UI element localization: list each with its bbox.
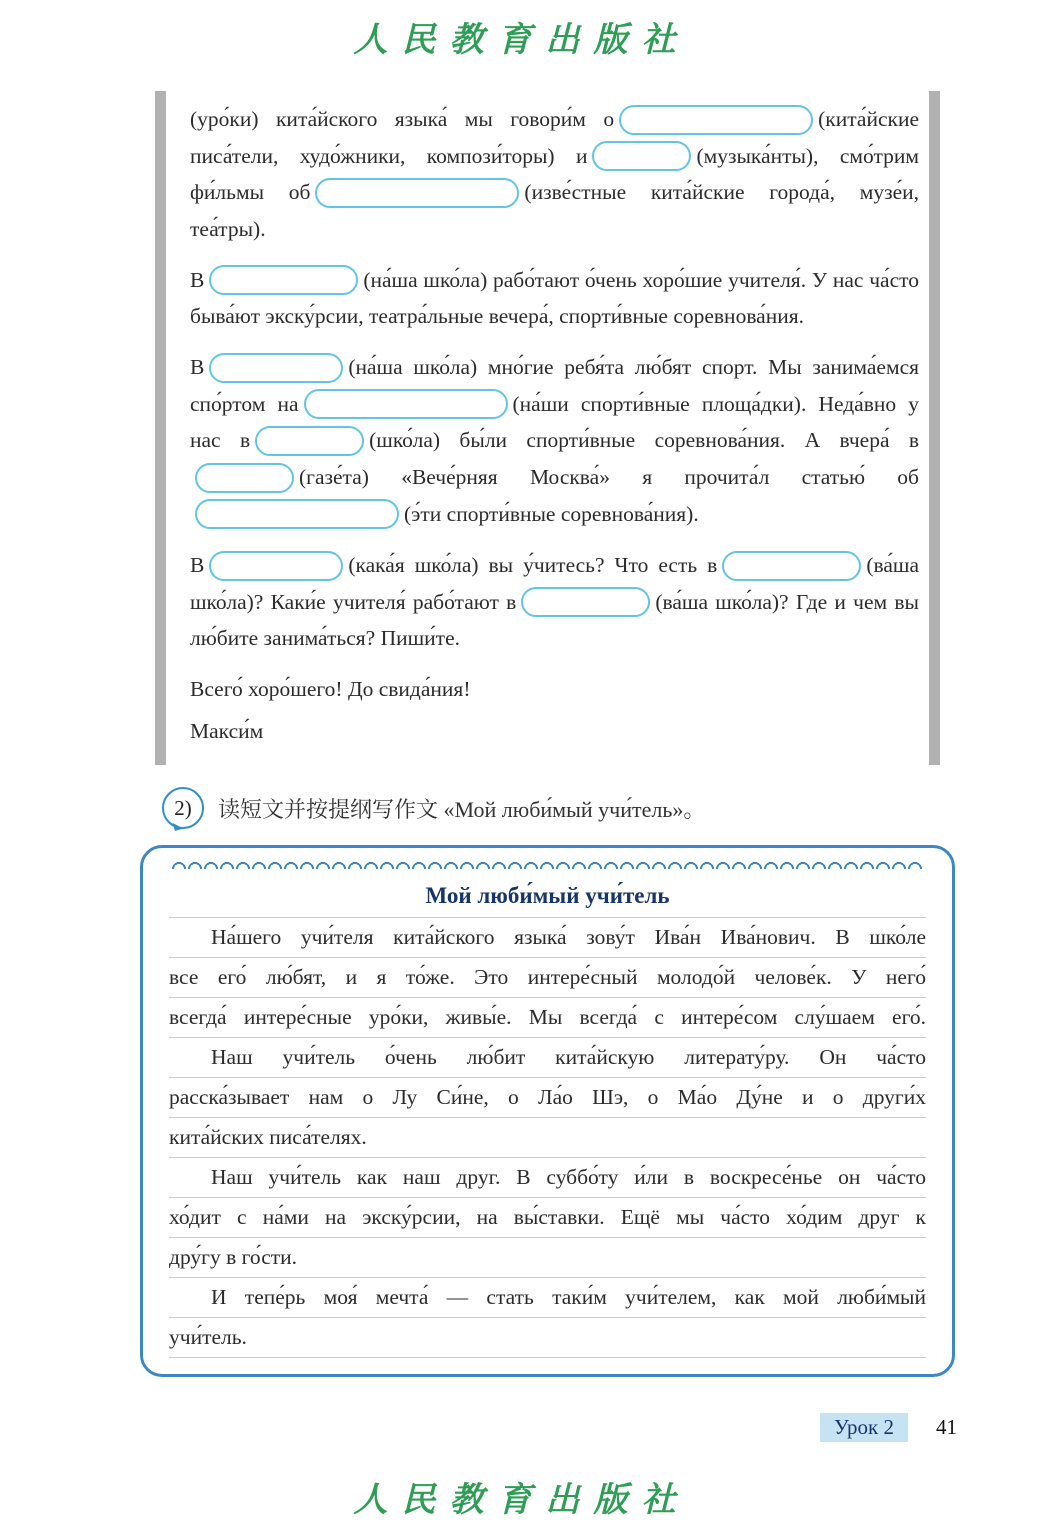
essay-line: дру́гу в го́сти. <box>169 1238 926 1278</box>
exercise-paragraph <box>190 262 919 335</box>
fill-in-blank[interactable] <box>209 353 343 383</box>
exercise-text: (на́ша шко́ла) рабо́тают о́чень хоро́шие учителя́. У нас ча́сто быва́ют экску́рсии, театра́льные вечера́, спорти́вные соревнова́ния. <box>190 267 919 329</box>
exercise-text: В <box>190 355 205 380</box>
essay-line: И тепе́рь моя́ мечта́ — стать таки́м учи́телем, как мой люби́мый <box>169 1278 926 1318</box>
essay-line: Наш учи́тель о́чень лю́бит кита́йскую литерату́ру. Он ча́сто <box>169 1038 926 1078</box>
essay-line: всегда́ интере́сные уро́ки, живы́е. Мы всегда́ с интере́сом слу́шаем его́. <box>169 998 926 1038</box>
exercise-text: (ва́ша шко́ла)? Где и чем вы лю́бите занима́ться? Пиши́те. <box>190 589 919 651</box>
lesson-badge: Урок 2 <box>820 1413 908 1442</box>
essay-line: учи́тель. <box>169 1318 926 1358</box>
exercise-text: (музыка́нты), смо́трим фи́льмы об <box>190 143 919 205</box>
exercise-text: (на́ши спорти́вные площа́дки). Неда́вно у нас в <box>190 391 920 453</box>
fill-in-blank[interactable] <box>195 463 294 493</box>
exercise-text: Макси́м <box>190 719 264 744</box>
essay-title: Мой люби́мый учи́тель <box>169 875 926 918</box>
exercise-text: (газе́та) «Вече́рняя Москва́» я прочита́л статью́ об <box>299 464 919 489</box>
exercise-text: (э́ти спорти́вные соревнова́ния). <box>404 501 699 526</box>
fill-in-blank[interactable] <box>521 587 650 617</box>
exercise-text: (ва́ша шко́ла)? Каки́е учителя́ рабо́тают в <box>190 553 919 614</box>
exercise-paragraph <box>190 349 919 532</box>
exercise-text: (шко́ла) бы́ли спорти́вные соревнова́ния. А вчера́ в <box>369 428 919 453</box>
essay-box <box>140 845 955 1377</box>
exercise-continuation-block <box>155 91 940 765</box>
exercise-text: (уро́ки) кита́йского языка́ мы говори́м о <box>190 107 615 131</box>
exercise-paragraphs <box>190 101 919 749</box>
fill-in-blank[interactable] <box>209 265 358 295</box>
exercise-text: (изве́стные кита́йские города́, музе́и, теа́тры). <box>190 180 919 241</box>
exercise-text: (на́ша шко́ла) мно́гие ребя́та лю́бят спорт. Мы занима́емся спо́ртом на <box>190 355 919 416</box>
task-number-bubble: 2) <box>162 787 204 829</box>
fill-in-blank[interactable] <box>255 426 364 456</box>
task-instruction: 读短文并按提纲写作文 «Мой люби́мый учи́тель»。 <box>218 796 706 822</box>
exercise-text: В <box>190 267 205 292</box>
exercise-text: (кака́я шко́ла) вы у́читесь? Что есть в <box>348 553 718 578</box>
essay-line: расска́зывает нам о Лу Си́не, о Ла́о Шэ, о Ма́о Ду́не и о други́х <box>169 1078 926 1118</box>
essay-line: кита́йских писа́телях. <box>169 1118 926 1158</box>
exercise-paragraph <box>190 713 919 749</box>
exercise-paragraph <box>190 671 919 707</box>
exercise-paragraph <box>190 547 919 656</box>
fill-in-blank[interactable] <box>195 499 399 529</box>
exercise-text: Всего́ хоро́шего! До свида́ния! <box>190 677 471 702</box>
fill-in-blank[interactable] <box>304 389 508 419</box>
publisher-logo-top: 人民教育出版社 <box>353 22 690 59</box>
essay-line: Наш учи́тель как наш друг. В суббо́ту и́ли в воскресе́нье он ча́сто <box>169 1158 926 1198</box>
page-number: 41 <box>936 1415 957 1440</box>
exercise-text: (кита́йские писа́тели, худо́жники, компози́торы) и <box>190 107 919 168</box>
fill-in-blank[interactable] <box>592 141 691 171</box>
task-2-heading <box>162 787 1043 829</box>
essay-line: На́шего учи́теля кита́йского языка́ зову́т Ива́н Ива́нович. В шко́ле <box>169 918 926 958</box>
exercise-text: В <box>190 553 205 578</box>
essay-line: все его́ лю́бят, и я то́же. Это интере́сный молодо́й челове́к. У него́ <box>169 958 926 998</box>
exercise-paragraph <box>190 101 919 247</box>
essay-line: хо́дит с на́ми на экску́рсии, на вы́ставки. Ещё мы ча́сто хо́дим друг к <box>169 1198 926 1238</box>
publisher-logo-bottom: 人民教育出版社 <box>353 1482 690 1520</box>
fill-in-blank[interactable] <box>619 105 813 135</box>
fill-in-blank[interactable] <box>209 551 343 581</box>
essay-lines <box>169 918 926 1358</box>
fill-in-blank[interactable] <box>722 551 861 581</box>
page-footer <box>0 1413 957 1442</box>
fill-in-blank[interactable] <box>315 178 519 208</box>
scallop-edge-decoration <box>171 858 924 869</box>
